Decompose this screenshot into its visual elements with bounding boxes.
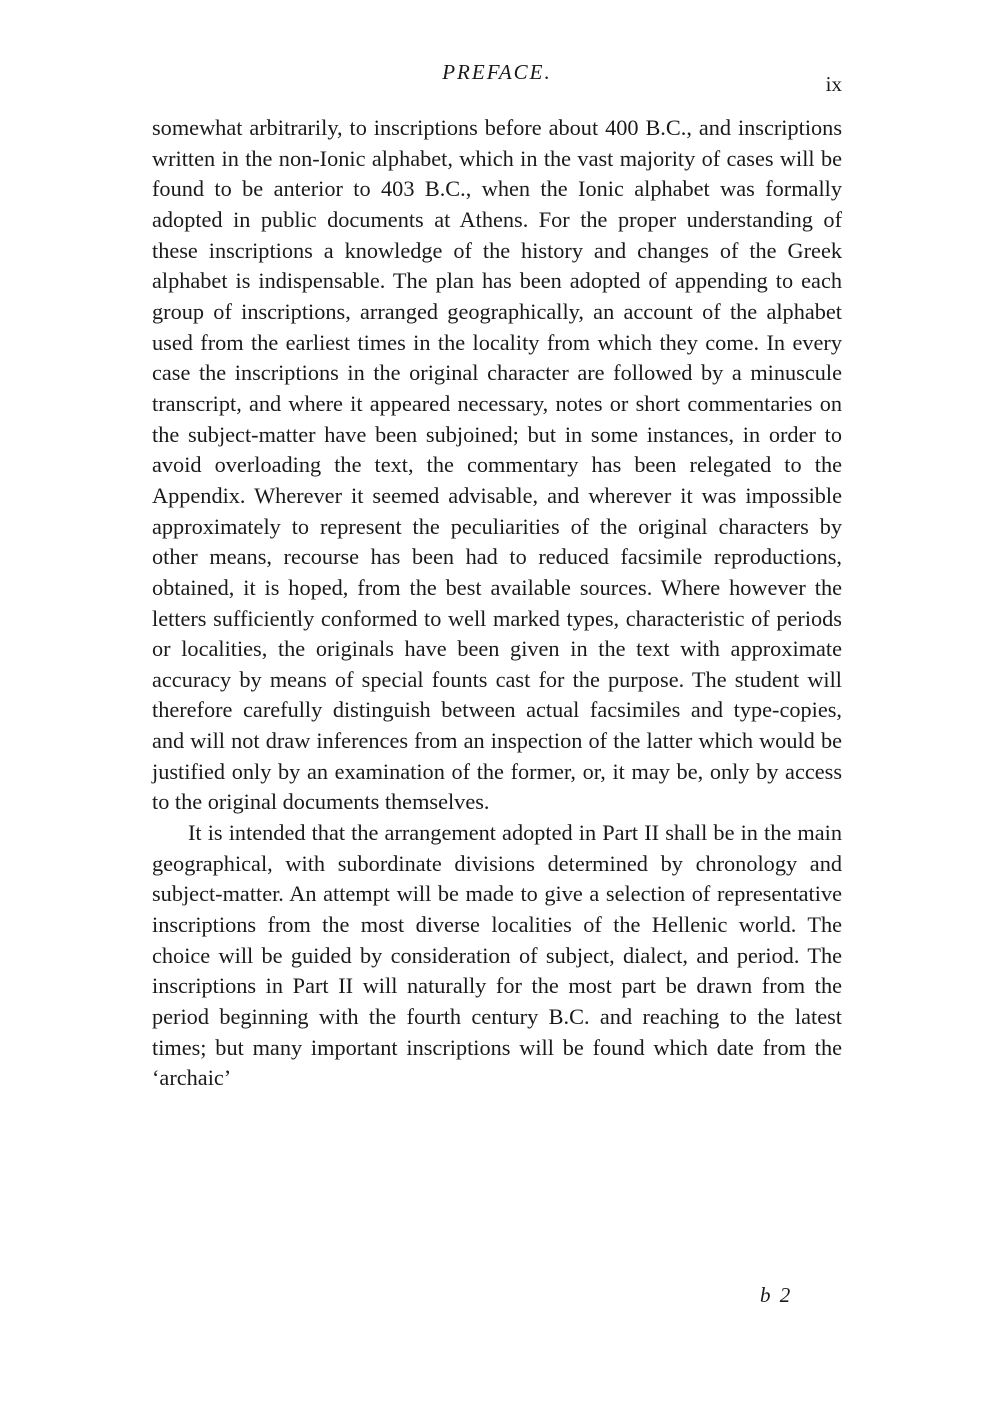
body-text <box>152 113 842 1094</box>
paragraph: It is intended that the arrangement adopted in Part II shall be in the main geographical, with subordinate divisions determined by chronology and subject-matter. An attempt will be made to give a selection of representative inscriptions from the most diverse localities of the Hellenic world. The choice will be guided by consideration of subject, dialect, and period. The inscriptions in Part II will naturally for the most part be drawn from the period beginning with the fourth century B.C. and reaching to the latest times; but many important inscriptions will be found which date from the ‘archaic’ <box>152 820 842 1091</box>
page-number: ix <box>825 72 842 96</box>
running-title: PREFACE. <box>442 60 552 84</box>
signature-mark: b 2 <box>760 1283 793 1307</box>
paragraph-continued: somewhat arbitrarily, to inscriptions before about 400 B.C., and inscriptions written in the non-Ionic alphabet, which in the vast majority of cases will be found to be anterior to 403 B.C., when the Ionic alphabet was formally adopted in public documents at Athens. For the proper understanding of these inscriptions a knowledge of the history and changes of the Greek alphabet is indispensable. The plan has been adopted of appending to each group of inscriptions, arranged geographically, an account of the alphabet used from the earliest times in the locality from which they come. In every case the inscriptions in the original character are followed by a minuscule transcript, and where it appeared necessary, notes or short commentaries on the subject-matter have been subjoined; but in some instances, in order to avoid overloading the text, the commentary has been relegated to the Appendix. Wherever it seemed advisable, and wherever it was impossible approximately to represent the peculiarities of the original characters by other means, recourse has been had to reduced facsimile reproductions, obtained, it is hoped, from the best available sources. Where however the letters sufficiently conformed to well marked types, characteristic of periods or localities, the originals have been given in the text with approximate accuracy by means of special founts cast for the purpose. The student will therefore carefully distinguish between actual facsimiles and type-copies, and will not draw inferences from an inspection of the latter which would be justified only by an examination of the former, or, it may be, only by access to the original documents themselves. <box>152 115 842 815</box>
running-header <box>152 60 842 100</box>
